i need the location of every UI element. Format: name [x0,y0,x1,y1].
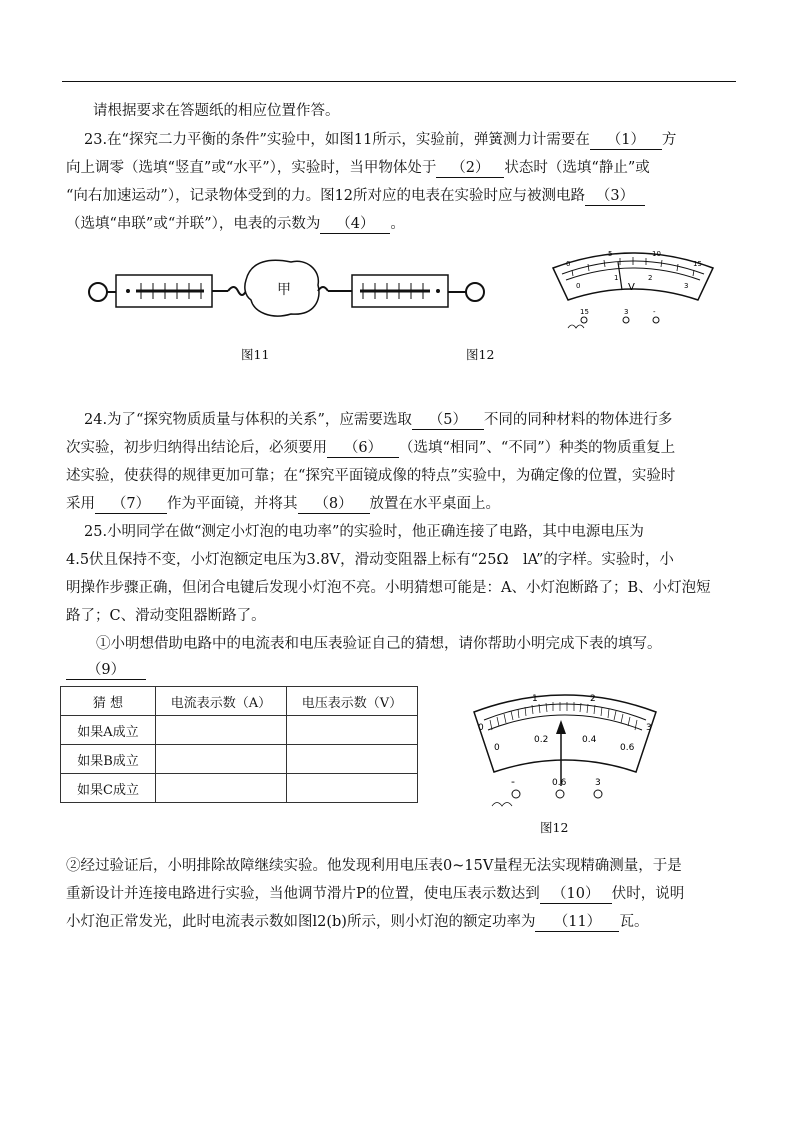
object-label: 甲 [277,282,291,298]
blank-10[interactable]: （10） [540,885,612,904]
blank-3[interactable]: （3） [585,187,645,206]
q25-line-6: ②经过验证后，小明排除故障继续实验。他发现利用电压表0~15V量程无法实现精确测量，于是 [66,858,682,874]
svg-text:5: 5 [608,250,613,258]
svg-text:0: 0 [566,260,571,268]
blank-11[interactable]: （11） [535,913,619,932]
q23-line-1: 23.在“探究二力平衡的条件”实验中，如图11所示，实验前，弹簧测力计需要在 （1） 方 [84,132,677,148]
figure-12-caption-top: 图12 [466,347,495,362]
svg-text:-: - [653,308,656,316]
figure-11-caption: 图11 [241,347,270,362]
table-cell[interactable] [287,774,418,803]
figure-11-spring-scales [86,250,496,320]
q24-line-2: 次实验，初步归纳得出结论后，必须要用 （6） （选填“相同”、“不同”）种类的物质重复上 [66,440,676,456]
guess-table [60,686,418,803]
header-rule [62,81,736,82]
table-header: 电流表示数（A） [156,687,287,716]
svg-text:V: V [628,282,635,293]
blank-9[interactable]: （9） [66,661,146,680]
q25-line-1: 25.小明同学在做“测定小灯泡的电功率”的实验时，他正确连接了电路，其中电源电压为 [84,524,644,540]
q25-line-2: 4.5伏且保持不变，小灯泡额定电压为3.8V，滑动变阻器上标有“25Ω lA”的字样。实验时，小 [66,552,674,568]
blank-7[interactable]: （7） [95,495,167,514]
blank-6[interactable]: （6） [327,439,399,458]
blank-4[interactable]: （4） [320,215,390,234]
table-cell[interactable] [156,774,287,803]
table-row [61,774,418,803]
table-cell: 如果B成立 [61,745,156,774]
intro-text: 请根据要求在答题纸的相应位置作答。 [93,103,340,119]
svg-text:0.6: 0.6 [552,778,567,788]
left-ring-icon [89,283,107,301]
figure-12-ammeter [470,690,660,815]
svg-text:10: 10 [652,250,661,258]
svg-text:3: 3 [595,778,601,788]
table-cell[interactable] [156,745,287,774]
q23-line-4: （选填“串联”或“并联”），电表的示数为 （4） 。 [66,216,405,232]
table-row [61,716,418,745]
svg-text:0: 0 [478,723,484,733]
blank-5[interactable]: （5） [412,411,484,430]
svg-text:0.6: 0.6 [620,743,635,753]
blank-1[interactable]: （1） [590,131,662,150]
q24-line-4: 采用 （7） 作为平面镜，并将其 （8） 放置在水平桌面上。 [66,496,500,512]
svg-text:0: 0 [494,743,500,753]
q23-line-2: 向上调零（选填“竖直”或“水平”），实验时，当甲物体处于 （2） 状态时（选填“静止”或 [66,160,650,176]
svg-text:1: 1 [532,694,538,704]
q24-line-3: 述实验，使获得的规律更加可靠；在“探究平面镜成像的特点”实验中，为确定像的位置，实验时 [66,468,676,484]
svg-text:15: 15 [693,260,702,268]
q25-line-8: 小灯泡正常发光，此时电流表示数如图l2(b)所示，则小灯泡的额定功率为 （11） 瓦。 [66,914,649,930]
blank-8[interactable]: （8） [298,495,370,514]
svg-text:3: 3 [624,308,629,316]
svg-text:2: 2 [648,274,653,282]
blank-2[interactable]: （2） [436,159,504,178]
q23-line-3: “向右加速运动”），记录物体受到的力。图12所对应的电表在实验时应与被测电路 （3） [66,186,645,206]
svg-text:0.2: 0.2 [534,735,549,745]
svg-text:-: - [511,775,515,788]
svg-text:0: 0 [576,282,581,290]
right-ring-icon [466,283,484,301]
right-hook-icon [318,287,328,291]
svg-text:2: 2 [590,694,596,704]
table-cell[interactable] [156,716,287,745]
q24-line-1: 24.为了“探究物质质量与体积的关系”，应需要选取 （5） 不同的同种材料的物体进行多 [84,412,673,428]
q25-line-7: 重新设计并连接电路进行实验，当他调节滑片P的位置，使电压表示数达到 （10） 伏时，说明 [66,886,685,902]
figure-12-voltmeter [548,244,718,330]
svg-text:1: 1 [614,274,619,282]
left-hook-icon [228,287,246,295]
figure-12-caption-bottom: 图12 [540,820,569,835]
q25-line-5: ①小明想借助电路中的电流表和电压表验证自己的猜想，请你帮助小明完成下表的填写。 [96,636,662,652]
table-header: 猜 想 [61,687,156,716]
q25-line-3: 明操作步骤正确，但闭合电键后发现小灯泡不亮。小明猜想可能是：A、小灯泡断路了；B、小灯泡短 [66,580,711,596]
table-cell[interactable] [287,745,418,774]
svg-text:3: 3 [684,282,689,290]
svg-text:0.4: 0.4 [582,735,597,745]
table-cell: 如果C成立 [61,774,156,803]
q25-blank-9-line [66,660,146,680]
table-row [61,745,418,774]
svg-text:15: 15 [580,308,589,316]
table-header: 电压表示数（V） [287,687,418,716]
svg-text:3: 3 [646,723,652,733]
q25-line-4: 路了；C、滑动变阻器断路了。 [66,608,266,624]
table-header-row [61,687,418,716]
table-cell: 如果A成立 [61,716,156,745]
table-cell[interactable] [287,716,418,745]
